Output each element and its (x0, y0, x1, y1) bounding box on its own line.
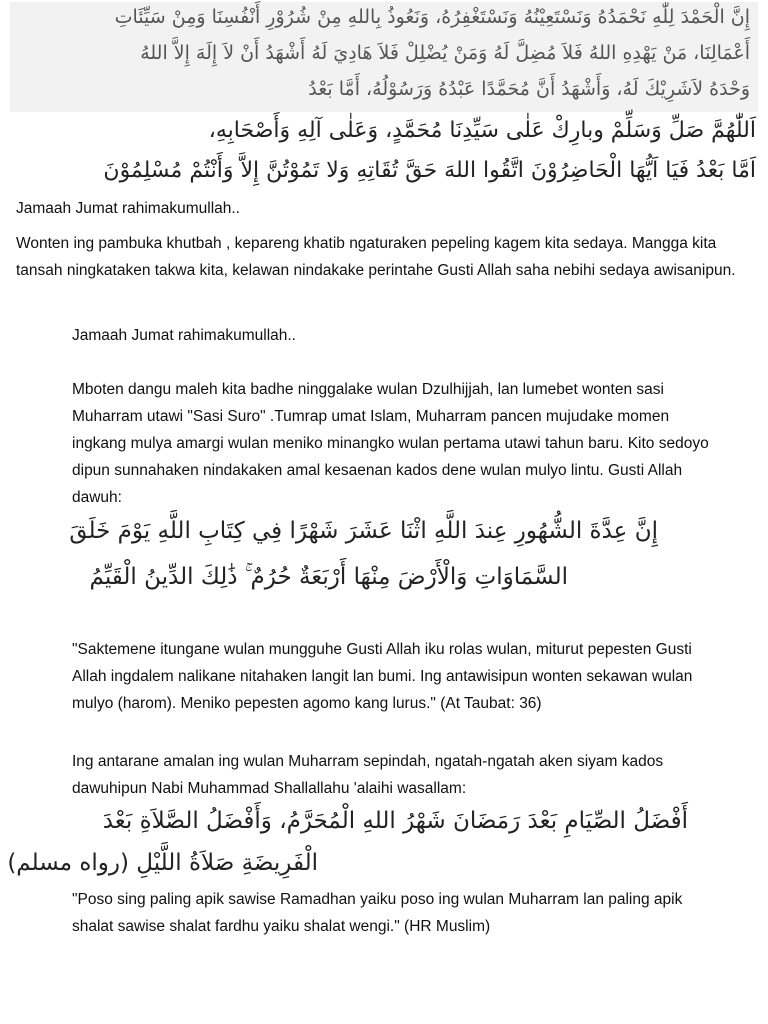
hadith-line-2: الْفَرِيضَةِ صَلاَةُ اللَّيْلِ (رواه مسلم) (7, 850, 318, 876)
header-arabic-image (10, 2, 758, 112)
intro-paragraph: Wonten ing pambuka khutbah , kepareng khatib ngaturaken pepeling kagem kita sedaya. Mangga kita tansah ningkataken takwa kita, kelawan nindakake perintahe Gusti Allah saha nebihi sedaya awisanipun. (16, 235, 736, 279)
quran-verse-line-1: إِنَّ عِدَّةَ الشُّهُورِ عِندَ اللَّهِ اثْنَا عَشَرَ شَهْرًا فِي كِتَابِ اللَّهِ يَوْمَ خَلَقَ (69, 518, 658, 544)
header-arabic-line-3: وَحْدَهُ لاَشَرِيْكَ لَهُ، وَأَشْهَدُ أَنَّ مُحَمَّدًا عَبْدُهُ وَرَسُوْلُهُ، أَمَّا بَعْدُ (308, 78, 750, 100)
header-arabic-line-2: أَعْمَالِنَا، مَنْ يَهْدِهِ اللهُ فَلاَ مُضِلَّ لَهُ وَمَنْ يُضْلِلْ فَلاَ هَادِيَ لَهُ أَشْهَدُ أَنْ لاَ إِلَهَ إِلاَّ اللهُ (140, 42, 750, 64)
quran-verse-line-2: السَّمَاوَاتِ وَالْأَرْضَ مِنْهَا أَرْبَعَةٌ حُرُمٌ ۚ ذَٰلِكَ الدِّينُ الْقَيِّمُ (89, 564, 568, 590)
arabic-taqwa: اَمَّا بَعْدُ فَيَا اَيُّهَا الْحَاضِرُوْنَ اتَّقُوا اللهَ حَقَّ تُقَاتِهِ وَلا تَمُوْتُنَّ إِلاَّ وَأَنْتُمْ مُسْلِمُوْنَ (103, 158, 756, 183)
hadith-translation: "Poso sing paling apik sawise Ramadhan yaiku poso ing wulan Muharram lan paling apik shalat sawise shalat fardhu yaiku shalat wengi." (HR Muslim) (72, 891, 683, 935)
verse-translation: "Saktemene itungane wulan mungguhe Gusti Allah iku rolas wulan, miturut pepesten Gusti Allah ingdalem nalikane nitahaken langit lan bumi. Ing antawisipun wonten sekawan wulan mulyo (harom). Meniko pepesten agomo kang lurus." (At Taubat: 36) (72, 641, 693, 712)
hadith-line-1: أَفْضَلُ الصِّيَامِ بَعْدَ رَمَضَانَ شَهْرُ اللهِ الْمُحَرَّمُ، وَأَفْضَلُ الصَّلاَةِ بَعْدَ (102, 808, 688, 834)
greeting-1: Jamaah Jumat rahimakumullah.. (16, 200, 240, 217)
arabic-sholawat: اَللّٰهُمَّ صَلِّ وَسَلِّمْ وبارِكْ عَلٰى سَيِّدِنَا مُحَمَّدٍ، وَعَلٰى آلِهِ وَأَصْحَابِهِ، (208, 118, 756, 143)
muharram-paragraph: Mboten dangu maleh kita badhe ninggalake wulan Dzulhijjah, lan lumebet wonten sasi Muharram utawi "Sasi Suro" .Tumrap umat Islam, Muharram pancen mujudake momen ingkang mulya amargi wulan meniko minangko wulan pertama utawi tahun baru. Kito sedoyo dipun sunnahaken nindakaken amal kesaenan kados dene wulan mulyo lintu. Gusti Allah dawuh: (72, 381, 709, 506)
header-arabic-line-1: إِنَّ الْحَمْدَ لِلّٰهِ نَحْمَدُهُ وَنَسْتَعِيْنُهُ وَنَسْتَغْفِرُهُ، وَنَعُوذُ بِاللهِ مِنْ شُرُوْرِ أَنْفُسِنَا وَمِنْ سَيِّئَاتِ (114, 6, 750, 28)
greeting-2: Jamaah Jumat rahimakumullah.. (72, 327, 296, 344)
ing-antarane-paragraph: Ing antarane amalan ing wulan Muharram sepindah, ngatah-ngatah aken siyam kados dawuhipun Nabi Muhammad Shallallahu 'alaihi wasallam: (72, 753, 664, 797)
